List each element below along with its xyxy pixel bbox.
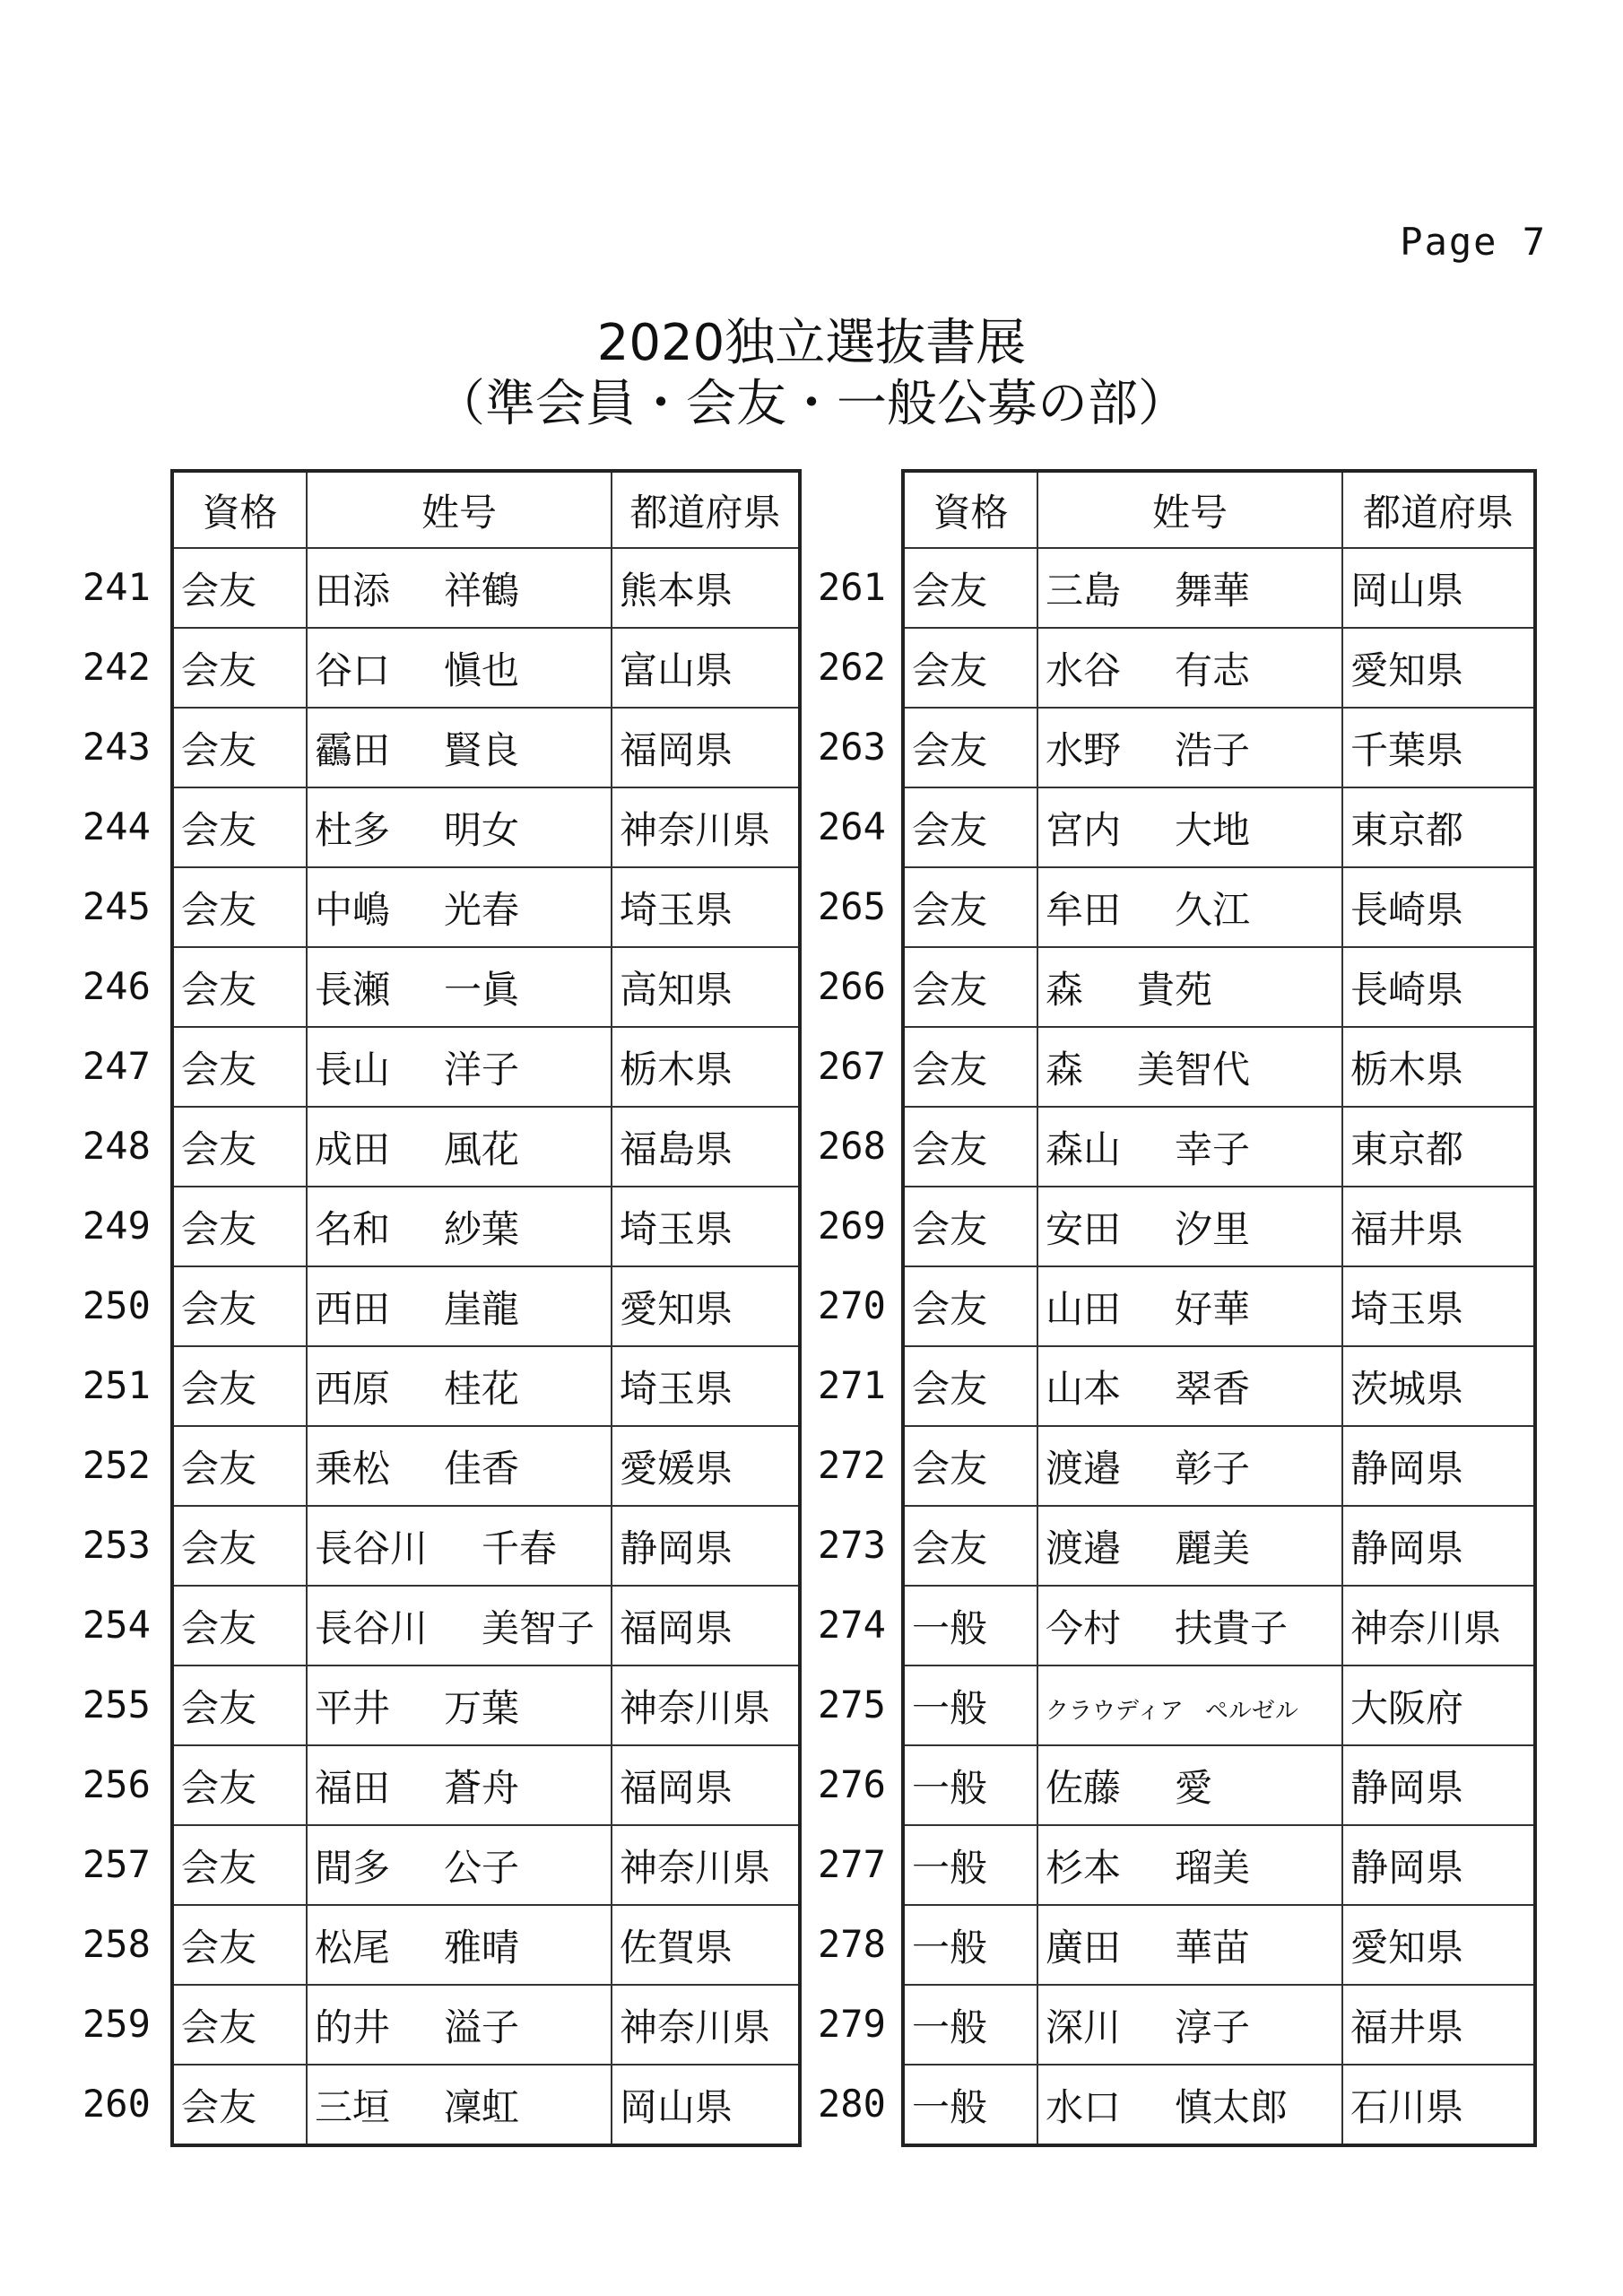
row-number: 270 bbox=[818, 1283, 886, 1327]
row-number: 265 bbox=[818, 884, 886, 928]
given-name: 明女 bbox=[444, 807, 520, 852]
left-row-numbers bbox=[82, 547, 151, 2144]
row-number: 247 bbox=[82, 1044, 151, 1088]
prefecture-cell: 神奈川県 bbox=[612, 1985, 800, 2065]
status-cell: 会友 bbox=[903, 708, 1037, 787]
name-cell bbox=[307, 1745, 612, 1825]
status-cell: 一般 bbox=[903, 1905, 1037, 1985]
surname: 的井 bbox=[315, 2005, 391, 2049]
status-cell: 会友 bbox=[172, 548, 307, 628]
given-name: 光春 bbox=[444, 887, 520, 932]
prefecture-cell: 岡山県 bbox=[612, 2065, 800, 2145]
row-number: 254 bbox=[82, 1603, 151, 1647]
row-number: 269 bbox=[818, 1204, 886, 1248]
prefecture-cell: 埼玉県 bbox=[612, 1346, 800, 1426]
name-cell bbox=[307, 1905, 612, 1985]
row-number: 279 bbox=[818, 2002, 886, 2046]
row-number: 246 bbox=[82, 964, 151, 1008]
name-cell bbox=[307, 1346, 612, 1426]
prefecture-cell: 大阪府 bbox=[1342, 1665, 1535, 1745]
prefecture-cell: 栃木県 bbox=[1342, 1027, 1535, 1107]
given-name: 崖龍 bbox=[444, 1286, 520, 1331]
name-cell bbox=[307, 1985, 612, 2065]
prefecture-cell: 愛知県 bbox=[1342, 628, 1535, 708]
status-cell: 会友 bbox=[172, 947, 307, 1027]
status-cell: 一般 bbox=[903, 1825, 1037, 1905]
name-cell bbox=[1037, 1745, 1342, 1825]
name-cell bbox=[307, 1825, 612, 1905]
name-cell bbox=[1037, 1107, 1342, 1187]
page-number: Page 7 bbox=[1400, 220, 1547, 264]
given-name: 幸子 bbox=[1175, 1126, 1251, 1171]
prefecture-cell: 岡山県 bbox=[1342, 548, 1535, 628]
name-cell bbox=[307, 1266, 612, 1346]
table-row bbox=[172, 1346, 800, 1426]
table-row bbox=[172, 1985, 800, 2065]
prefecture-cell: 静岡県 bbox=[1342, 1506, 1535, 1586]
status-cell: 会友 bbox=[172, 1825, 307, 1905]
table-row bbox=[903, 947, 1535, 1027]
prefecture-cell: 静岡県 bbox=[1342, 1825, 1535, 1905]
row-number: 241 bbox=[82, 565, 151, 609]
surname: 松尾 bbox=[315, 1925, 391, 1970]
row-number: 249 bbox=[82, 1204, 151, 1248]
status-cell: 会友 bbox=[172, 1346, 307, 1426]
status-cell: 一般 bbox=[903, 1745, 1037, 1825]
name-cell bbox=[1037, 1825, 1342, 1905]
prefecture-cell: 愛知県 bbox=[612, 1266, 800, 1346]
status-cell: 会友 bbox=[172, 1745, 307, 1825]
status-cell: 会友 bbox=[903, 1107, 1037, 1187]
given-name: 瑠美 bbox=[1175, 1845, 1251, 1890]
surname: 長谷川 bbox=[315, 1605, 429, 1650]
given-name: 風花 bbox=[444, 1126, 520, 1171]
name-cell bbox=[307, 1665, 612, 1745]
table-row bbox=[903, 628, 1535, 708]
prefecture-cell: 神奈川県 bbox=[1342, 1586, 1535, 1665]
surname: 西田 bbox=[315, 1286, 391, 1331]
prefecture-cell: 愛知県 bbox=[1342, 1905, 1535, 1985]
prefecture-cell: 佐賀県 bbox=[612, 1905, 800, 1985]
name-cell bbox=[1037, 1985, 1342, 2065]
name-cell bbox=[307, 708, 612, 787]
left-roster-table bbox=[170, 469, 802, 2147]
prefecture-cell: 東京都 bbox=[1342, 787, 1535, 867]
given-name: 愛 bbox=[1175, 1765, 1213, 1810]
given-name: 翠香 bbox=[1175, 1366, 1251, 1411]
table-row bbox=[903, 1107, 1535, 1187]
name-cell bbox=[1037, 867, 1342, 947]
table-row bbox=[903, 1187, 1535, 1266]
table-row bbox=[172, 787, 800, 867]
row-number: 267 bbox=[818, 1044, 886, 1088]
name-cell bbox=[307, 2065, 612, 2145]
prefecture-cell: 福岡県 bbox=[612, 708, 800, 787]
surname: 西原 bbox=[315, 1366, 391, 1411]
name-cell bbox=[307, 1027, 612, 1107]
given-name: 公子 bbox=[444, 1845, 520, 1890]
table-row bbox=[172, 947, 800, 1027]
table-row bbox=[172, 1027, 800, 1107]
name-cell bbox=[1037, 1905, 1342, 1985]
row-number: 278 bbox=[818, 1922, 886, 1966]
table-header-row bbox=[903, 471, 1535, 548]
table-row bbox=[172, 1187, 800, 1266]
surname: 安田 bbox=[1046, 1206, 1122, 1251]
status-cell: 会友 bbox=[172, 1426, 307, 1506]
page-title: 2020独立選抜書展 bbox=[596, 314, 1027, 372]
surname: 水谷 bbox=[1046, 648, 1122, 692]
row-number: 260 bbox=[82, 2082, 151, 2126]
surname: 山田 bbox=[1046, 1286, 1122, 1331]
given-name: 洋子 bbox=[444, 1047, 520, 1091]
prefecture-cell: 栃木県 bbox=[612, 1027, 800, 1107]
header-status: 資格 bbox=[172, 471, 307, 548]
status-cell: 一般 bbox=[903, 1985, 1037, 2065]
given-name: 麗美 bbox=[1175, 1526, 1251, 1570]
status-cell: 会友 bbox=[903, 1346, 1037, 1426]
prefecture-cell: 埼玉県 bbox=[612, 867, 800, 947]
prefecture-cell: 福井県 bbox=[1342, 1187, 1535, 1266]
surname: 乗松 bbox=[315, 1446, 391, 1491]
header-status: 資格 bbox=[903, 471, 1037, 548]
table-row bbox=[903, 1825, 1535, 1905]
table-row bbox=[172, 548, 800, 628]
prefecture-cell: 茨城県 bbox=[1342, 1346, 1535, 1426]
status-cell: 会友 bbox=[172, 1187, 307, 1266]
given-name: 扶貴子 bbox=[1175, 1605, 1289, 1650]
name-cell bbox=[1037, 628, 1342, 708]
status-cell: 会友 bbox=[903, 1027, 1037, 1107]
given-name: 好華 bbox=[1175, 1286, 1251, 1331]
header-prefecture: 都道府県 bbox=[1342, 471, 1535, 548]
table-row bbox=[172, 1107, 800, 1187]
table-row bbox=[903, 1586, 1535, 1665]
header-name: 姓号 bbox=[307, 471, 612, 548]
given-name: 万葉 bbox=[444, 1685, 520, 1730]
table-row bbox=[903, 1506, 1535, 1586]
given-name: 桂花 bbox=[444, 1366, 520, 1411]
status-cell: 会友 bbox=[172, 787, 307, 867]
name-cell bbox=[1037, 1027, 1342, 1107]
prefecture-cell: 静岡県 bbox=[612, 1506, 800, 1586]
table-row bbox=[172, 1506, 800, 1586]
given-name: 愼也 bbox=[444, 648, 520, 692]
table-row bbox=[903, 1905, 1535, 1985]
given-name: 雅晴 bbox=[444, 1925, 520, 1970]
given-name: 溢子 bbox=[444, 2005, 520, 2049]
surname: 谷口 bbox=[315, 648, 391, 692]
row-number: 243 bbox=[82, 725, 151, 769]
status-cell: 会友 bbox=[172, 1665, 307, 1745]
table-row bbox=[172, 1586, 800, 1665]
given-name: 久江 bbox=[1175, 887, 1251, 932]
row-number: 261 bbox=[818, 565, 886, 609]
table-row bbox=[903, 1985, 1535, 2065]
row-number: 273 bbox=[818, 1523, 886, 1567]
row-number: 280 bbox=[818, 2082, 886, 2126]
prefecture-cell: 神奈川県 bbox=[612, 787, 800, 867]
status-cell: 一般 bbox=[903, 1586, 1037, 1665]
given-name: 紗葉 bbox=[444, 1206, 520, 1251]
surname: 平井 bbox=[315, 1685, 391, 1730]
given-name: ペルゼル bbox=[1204, 1698, 1298, 1725]
status-cell: 会友 bbox=[903, 1506, 1037, 1586]
table-row bbox=[172, 1825, 800, 1905]
status-cell: 会友 bbox=[172, 1027, 307, 1107]
surname: 靏田 bbox=[315, 727, 391, 772]
status-cell: 会友 bbox=[172, 1506, 307, 1586]
name-cell bbox=[307, 787, 612, 867]
table-row bbox=[172, 1665, 800, 1745]
name-cell bbox=[1037, 1426, 1342, 1506]
surname: クラウディア bbox=[1046, 1698, 1184, 1725]
row-number: 262 bbox=[818, 645, 886, 689]
name-cell bbox=[1037, 2065, 1342, 2145]
row-number: 253 bbox=[82, 1523, 151, 1567]
status-cell: 一般 bbox=[903, 2065, 1037, 2145]
status-cell: 会友 bbox=[172, 628, 307, 708]
name-cell bbox=[307, 1586, 612, 1665]
row-number: 242 bbox=[82, 645, 151, 689]
surname: 成田 bbox=[315, 1126, 391, 1171]
surname: 杉本 bbox=[1046, 1845, 1122, 1890]
given-name: 舞華 bbox=[1175, 568, 1251, 613]
status-cell: 会友 bbox=[903, 787, 1037, 867]
row-number: 257 bbox=[82, 1842, 151, 1886]
table-row bbox=[172, 1266, 800, 1346]
status-cell: 会友 bbox=[172, 1586, 307, 1665]
name-cell bbox=[307, 1187, 612, 1266]
prefecture-cell: 石川県 bbox=[1342, 2065, 1535, 2145]
prefecture-cell: 長崎県 bbox=[1342, 867, 1535, 947]
row-number: 263 bbox=[818, 725, 886, 769]
status-cell: 会友 bbox=[903, 628, 1037, 708]
prefecture-cell: 静岡県 bbox=[1342, 1745, 1535, 1825]
row-number: 275 bbox=[818, 1683, 886, 1726]
right-roster-table bbox=[901, 469, 1537, 2147]
row-number: 256 bbox=[82, 1762, 151, 1806]
prefecture-cell: 東京都 bbox=[1342, 1107, 1535, 1187]
name-cell bbox=[307, 548, 612, 628]
table-row bbox=[903, 1266, 1535, 1346]
name-cell bbox=[1037, 1665, 1342, 1745]
status-cell: 会友 bbox=[903, 947, 1037, 1027]
given-name: 一眞 bbox=[444, 967, 520, 1012]
prefecture-cell: 高知県 bbox=[612, 947, 800, 1027]
table-row bbox=[903, 1745, 1535, 1825]
surname: 名和 bbox=[315, 1206, 391, 1251]
given-name: 慎太郎 bbox=[1175, 2084, 1289, 2129]
surname: 深川 bbox=[1046, 2005, 1122, 2049]
table-row bbox=[172, 628, 800, 708]
table-row bbox=[903, 1665, 1535, 1745]
surname: 間多 bbox=[315, 1845, 391, 1890]
name-cell bbox=[307, 867, 612, 947]
status-cell: 会友 bbox=[172, 1266, 307, 1346]
row-number: 248 bbox=[82, 1124, 151, 1168]
surname: 佐藤 bbox=[1046, 1765, 1122, 1810]
row-number: 250 bbox=[82, 1283, 151, 1327]
surname: 中嶋 bbox=[315, 887, 391, 932]
page-subtitle: （準会員・会友・一般公募の部） bbox=[435, 375, 1188, 433]
table-row bbox=[172, 1426, 800, 1506]
table-row bbox=[903, 2065, 1535, 2145]
row-number: 276 bbox=[818, 1762, 886, 1806]
surname: 今村 bbox=[1046, 1605, 1122, 1650]
table-row bbox=[172, 867, 800, 947]
table-row bbox=[903, 867, 1535, 947]
given-name: 大地 bbox=[1175, 807, 1251, 852]
surname: 森山 bbox=[1046, 1126, 1122, 1171]
name-cell bbox=[1037, 787, 1342, 867]
table-row bbox=[903, 548, 1535, 628]
row-number: 268 bbox=[818, 1124, 886, 1168]
table-row bbox=[903, 708, 1535, 787]
surname: 田添 bbox=[315, 568, 391, 613]
given-name: 浩子 bbox=[1175, 727, 1251, 772]
status-cell: 会友 bbox=[903, 1266, 1037, 1346]
name-cell bbox=[1037, 708, 1342, 787]
surname: 杜多 bbox=[315, 807, 391, 852]
header-prefecture: 都道府県 bbox=[612, 471, 800, 548]
status-cell: 会友 bbox=[172, 1107, 307, 1187]
surname: 宮内 bbox=[1046, 807, 1122, 852]
status-cell: 会友 bbox=[903, 1426, 1037, 1506]
table-row bbox=[172, 1745, 800, 1825]
right-row-numbers bbox=[818, 547, 886, 2144]
table-row bbox=[172, 2065, 800, 2145]
status-cell: 会友 bbox=[903, 867, 1037, 947]
surname: 三垣 bbox=[315, 2084, 391, 2129]
given-name: 汐里 bbox=[1175, 1206, 1251, 1251]
prefecture-cell: 愛媛県 bbox=[612, 1426, 800, 1506]
status-cell: 会友 bbox=[903, 548, 1037, 628]
surname: 渡邉 bbox=[1046, 1446, 1122, 1491]
prefecture-cell: 埼玉県 bbox=[1342, 1266, 1535, 1346]
given-name: 佳香 bbox=[444, 1446, 520, 1491]
status-cell: 会友 bbox=[172, 1985, 307, 2065]
row-number: 274 bbox=[818, 1603, 886, 1647]
given-name: 千春 bbox=[482, 1526, 558, 1570]
prefecture-cell: 福島県 bbox=[612, 1107, 800, 1187]
prefecture-cell: 静岡県 bbox=[1342, 1426, 1535, 1506]
surname: 水野 bbox=[1046, 727, 1122, 772]
name-cell bbox=[1037, 947, 1342, 1027]
surname: 渡邉 bbox=[1046, 1526, 1122, 1570]
row-number: 258 bbox=[82, 1922, 151, 1966]
prefecture-cell: 神奈川県 bbox=[612, 1825, 800, 1905]
table-row bbox=[903, 1027, 1535, 1107]
prefecture-cell: 福岡県 bbox=[612, 1586, 800, 1665]
surname: 福田 bbox=[315, 1765, 391, 1810]
status-cell: 会友 bbox=[172, 1905, 307, 1985]
surname: 森 bbox=[1046, 1047, 1084, 1091]
given-name: 貴苑 bbox=[1137, 967, 1213, 1012]
row-number: 259 bbox=[82, 2002, 151, 2046]
prefecture-cell: 千葉県 bbox=[1342, 708, 1535, 787]
given-name: 祥鶴 bbox=[444, 568, 520, 613]
status-cell: 会友 bbox=[903, 1187, 1037, 1266]
prefecture-cell: 福岡県 bbox=[612, 1745, 800, 1825]
given-name: 美智代 bbox=[1137, 1047, 1251, 1091]
name-cell bbox=[307, 947, 612, 1027]
status-cell: 会友 bbox=[172, 708, 307, 787]
prefecture-cell: 富山県 bbox=[612, 628, 800, 708]
row-number: 271 bbox=[818, 1363, 886, 1407]
prefecture-cell: 埼玉県 bbox=[612, 1187, 800, 1266]
surname: 三島 bbox=[1046, 568, 1122, 613]
name-cell bbox=[307, 1426, 612, 1506]
row-number: 252 bbox=[82, 1443, 151, 1487]
row-number: 244 bbox=[82, 804, 151, 848]
name-cell bbox=[307, 628, 612, 708]
given-name: 淳子 bbox=[1175, 2005, 1251, 2049]
status-cell: 会友 bbox=[172, 867, 307, 947]
row-number: 266 bbox=[818, 964, 886, 1008]
surname: 長谷川 bbox=[315, 1526, 429, 1570]
table-header-row bbox=[172, 471, 800, 548]
name-cell bbox=[1037, 1266, 1342, 1346]
given-name: 彰子 bbox=[1175, 1446, 1251, 1491]
prefecture-cell: 福井県 bbox=[1342, 1985, 1535, 2065]
row-number: 255 bbox=[82, 1683, 151, 1726]
table-row bbox=[172, 1905, 800, 1985]
name-cell bbox=[1037, 1586, 1342, 1665]
surname: 長瀬 bbox=[315, 967, 391, 1012]
name-cell bbox=[307, 1107, 612, 1187]
given-name: 華苗 bbox=[1175, 1925, 1251, 1970]
given-name: 美智子 bbox=[482, 1605, 595, 1650]
given-name: 賢良 bbox=[444, 727, 520, 772]
table-row bbox=[903, 1346, 1535, 1426]
status-cell: 一般 bbox=[903, 1665, 1037, 1745]
surname: 廣田 bbox=[1046, 1925, 1122, 1970]
row-number: 272 bbox=[818, 1443, 886, 1487]
table-row bbox=[903, 1426, 1535, 1506]
prefecture-cell: 神奈川県 bbox=[612, 1665, 800, 1745]
row-number: 245 bbox=[82, 884, 151, 928]
name-cell bbox=[1037, 1346, 1342, 1426]
status-cell: 会友 bbox=[172, 2065, 307, 2145]
row-number: 277 bbox=[818, 1842, 886, 1886]
surname: 牟田 bbox=[1046, 887, 1122, 932]
surname: 森 bbox=[1046, 967, 1084, 1012]
name-cell bbox=[1037, 1506, 1342, 1586]
name-cell bbox=[1037, 1187, 1342, 1266]
name-cell bbox=[1037, 548, 1342, 628]
surname: 水口 bbox=[1046, 2084, 1122, 2129]
prefecture-cell: 熊本県 bbox=[612, 548, 800, 628]
surname: 山本 bbox=[1046, 1366, 1122, 1411]
prefecture-cell: 長崎県 bbox=[1342, 947, 1535, 1027]
table-row bbox=[903, 787, 1535, 867]
given-name: 凜虹 bbox=[444, 2084, 520, 2129]
header-name: 姓号 bbox=[1037, 471, 1342, 548]
given-name: 有志 bbox=[1175, 648, 1251, 692]
surname: 長山 bbox=[315, 1047, 391, 1091]
table-row bbox=[172, 708, 800, 787]
row-number: 264 bbox=[818, 804, 886, 848]
name-cell bbox=[307, 1506, 612, 1586]
given-name: 蒼舟 bbox=[444, 1765, 520, 1810]
row-number: 251 bbox=[82, 1363, 151, 1407]
